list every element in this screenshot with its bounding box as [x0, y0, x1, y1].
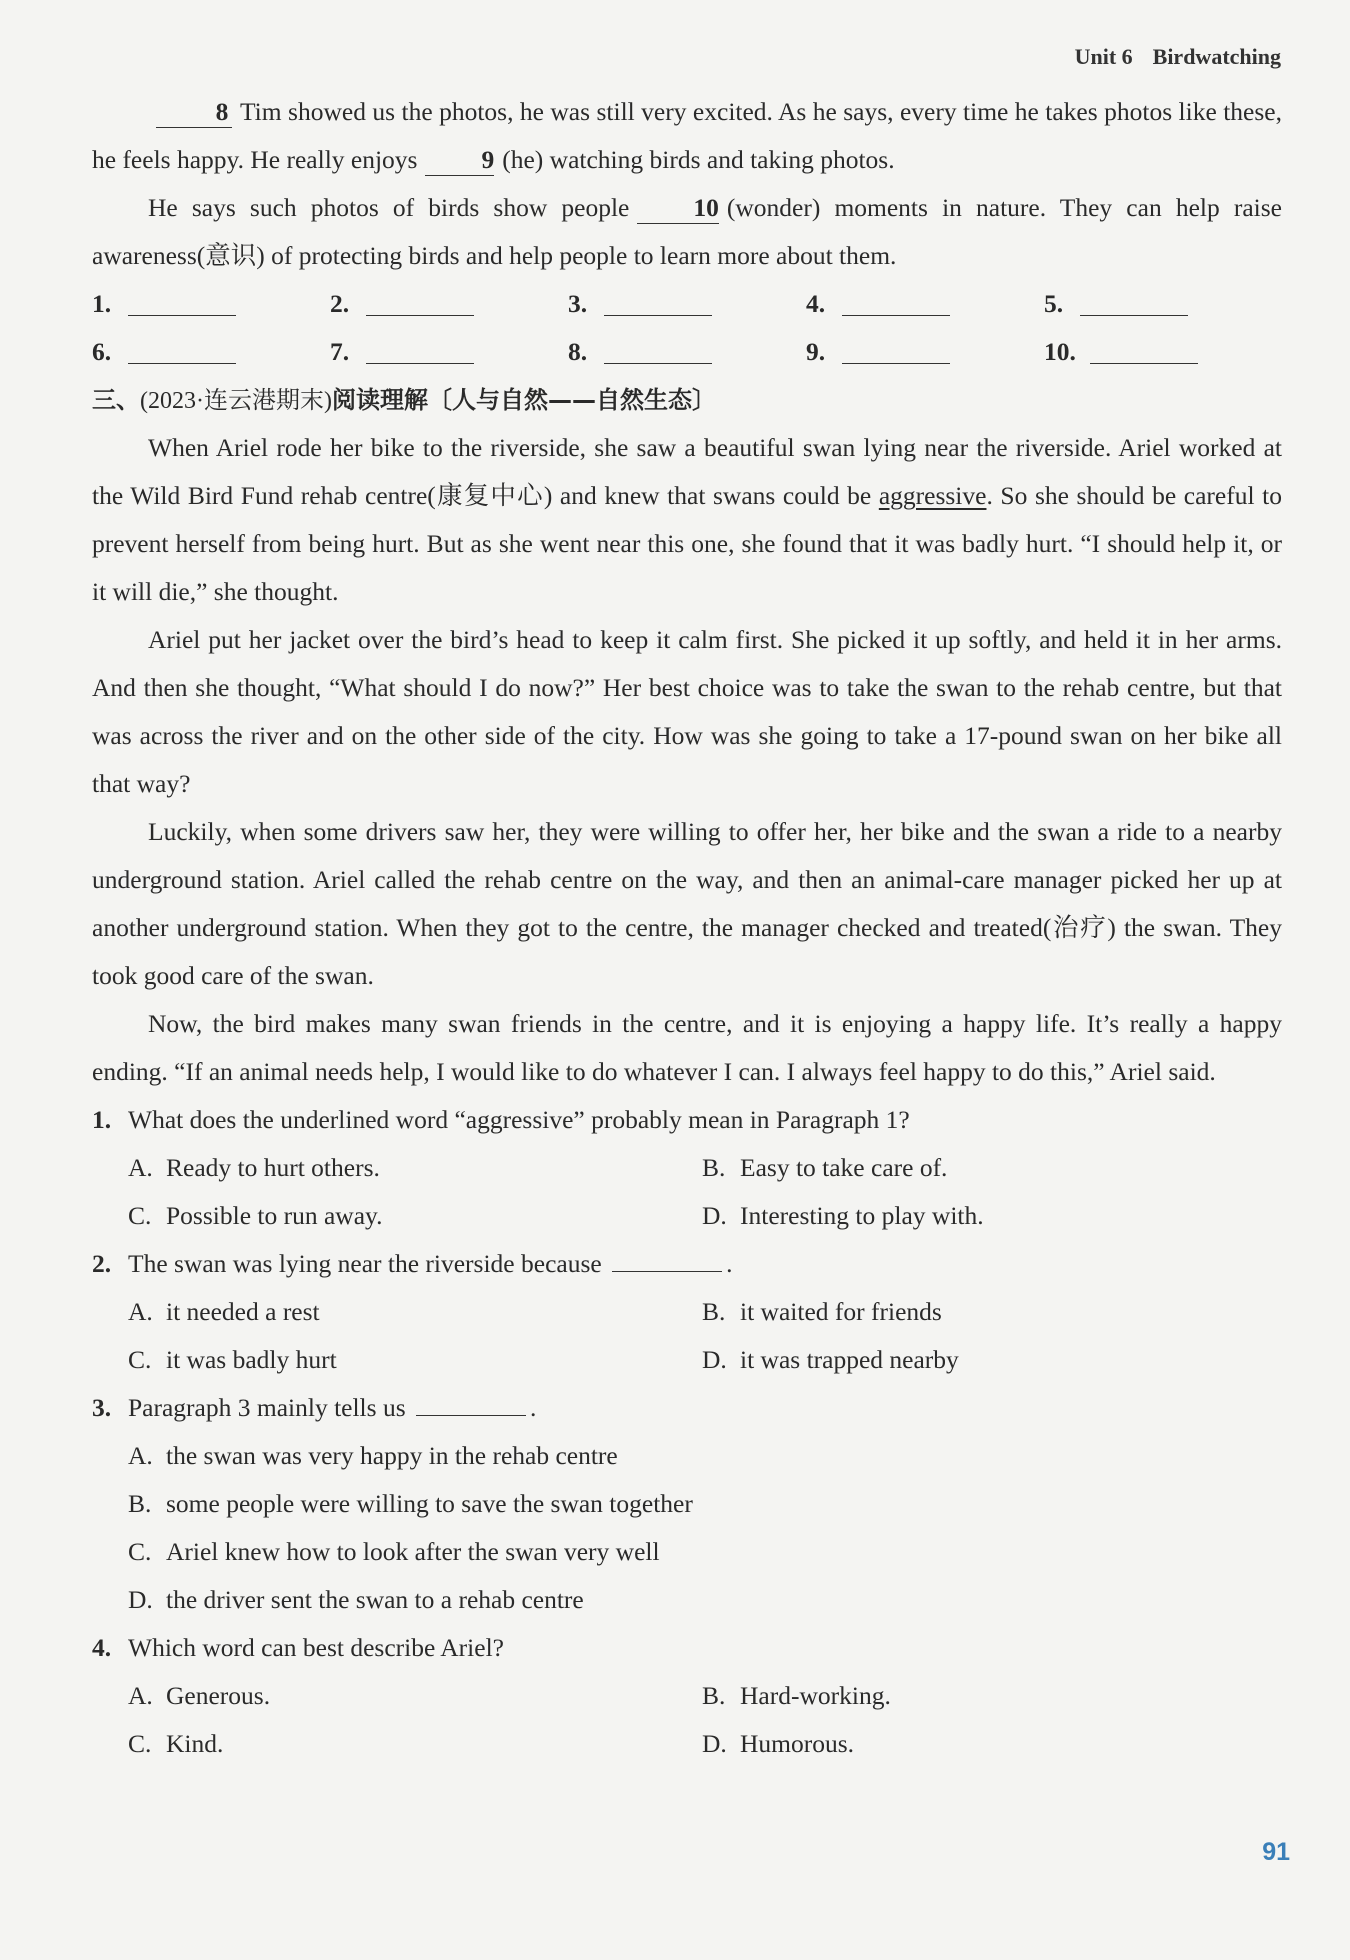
answer-cell [330, 328, 568, 376]
answer-cell [568, 280, 806, 328]
page-number: 91 [1262, 1838, 1290, 1866]
option-letter: A. [128, 1441, 153, 1470]
answer-line[interactable] [842, 341, 950, 364]
question-blank[interactable] [416, 1391, 526, 1416]
option-d[interactable] [702, 1336, 1276, 1384]
option-c[interactable] [128, 1528, 1278, 1576]
option-a[interactable] [128, 1144, 702, 1192]
option-letter: C. [128, 1729, 152, 1758]
passage-text: . So she should be careful to prevent herself from being hurt. But as she went near this one, she found that it was badly hurt. “I should help it, or it will die,” she thought. [92, 481, 1282, 606]
option-c[interactable] [128, 1336, 702, 1384]
answer-cell [1044, 280, 1282, 328]
answer-number: 2. [330, 289, 350, 318]
option-a[interactable] [128, 1288, 702, 1336]
option-text: Interesting to play with. [740, 1201, 984, 1230]
option-letter: B. [702, 1297, 726, 1326]
question-stem: The swan was lying near the riverside because [128, 1249, 602, 1278]
option-b[interactable] [702, 1672, 1276, 1720]
answer-cell [568, 328, 806, 376]
option-d[interactable] [702, 1720, 1276, 1768]
cloze-text: Tim showed us the photos, he was still very excited. As he says, every time he takes photos like these, he feels happy. He really enjoys [92, 97, 1282, 174]
passage-paragraph-3: Luckily, when some drivers saw her, they were willing to offer her, her bike and the swan a ride to a nearby underground station. Ariel called the rehab centre on the way, and then an animal-care manager picked her up at another underground station. When they got to the centre, the manager checked and treated(治疗) the swan. They took good care of the swan. [92, 817, 1282, 990]
answer-line[interactable] [366, 293, 474, 316]
answer-number: 8. [568, 337, 588, 366]
passage-text: When Ariel rode her bike to the riverside, she saw a beautiful swan lying near the riverside. Ariel worked at the Wild Bird Fund rehab centre(康复中心) and knew that swans could be [92, 433, 1282, 510]
question-number: 4. [92, 1633, 112, 1662]
option-text: the driver sent the swan to a rehab centre [166, 1585, 584, 1614]
answer-number: 7. [330, 337, 350, 366]
option-letter: B. [128, 1489, 152, 1518]
answer-line[interactable] [128, 341, 236, 364]
answer-number: 9. [806, 337, 826, 366]
page-content [92, 88, 1282, 1768]
cloze-paragraph-1 [92, 88, 1282, 184]
cloze-text: (wonder) moments in nature. They can help raise awareness(意识) of protecting birds and help people to learn more about them. [92, 193, 1282, 270]
option-text: Easy to take care of. [740, 1153, 948, 1182]
option-letter: D. [702, 1201, 727, 1230]
cloze-blank-9: 9 [425, 145, 494, 176]
option-a[interactable] [128, 1672, 702, 1720]
question-2: 2. The swan was lying near the riverside because . A. it needed a rest B. it waited for friends C. it was badly hurt D. it was trapped nearby [92, 1240, 1282, 1384]
cloze-blank-10: 10 [637, 193, 719, 224]
option-text: it was badly hurt [166, 1345, 337, 1374]
section-number: 三、 [92, 386, 140, 414]
option-letter: A. [128, 1681, 153, 1710]
underlined-word: aggressive [878, 481, 987, 510]
option-letter: B. [702, 1153, 726, 1182]
option-letter: A. [128, 1297, 153, 1326]
answer-row [92, 280, 1282, 328]
option-d[interactable] [702, 1192, 1276, 1240]
answer-number: 3. [568, 289, 588, 318]
cloze-text: (he) watching birds and taking photos. [502, 145, 895, 174]
answer-line[interactable] [604, 341, 712, 364]
running-header [1075, 44, 1281, 70]
question-number: 1. [92, 1105, 112, 1134]
option-text: Humorous. [740, 1729, 855, 1758]
option-letter: D. [128, 1585, 153, 1614]
question-4 [92, 1624, 1282, 1768]
answer-cell [92, 280, 330, 328]
header-unit: Unit 6 [1074, 44, 1133, 69]
option-text: Generous. [166, 1681, 271, 1710]
option-letter: D. [702, 1345, 727, 1374]
question-blank[interactable] [612, 1247, 722, 1272]
cloze-blank-8: 8 [156, 97, 232, 128]
answer-line[interactable] [128, 293, 236, 316]
answer-cell [330, 280, 568, 328]
question-number: 2. [92, 1249, 112, 1278]
passage-paragraph-4: Now, the bird makes many swan friends in the centre, and it is enjoying a happy life. It’s really a happy ending. “If an animal needs help, I would like to do whatever I can. I always feel happy to do this,” Ariel said. [92, 1009, 1282, 1086]
answer-cell [92, 328, 330, 376]
question-number: 3. [92, 1393, 112, 1422]
question-stem: Which word can best describe Ariel? [128, 1633, 504, 1662]
answer-number: 1. [92, 289, 112, 318]
option-letter: B. [702, 1681, 726, 1710]
cloze-paragraph-2 [92, 184, 1282, 280]
option-letter: D. [702, 1729, 727, 1758]
option-letter: C. [128, 1345, 152, 1374]
option-text: Possible to run away. [166, 1201, 383, 1230]
option-text: it needed a rest [166, 1297, 320, 1326]
answer-line[interactable] [1090, 341, 1198, 364]
answer-cell [1044, 328, 1282, 376]
answer-line[interactable] [604, 293, 712, 316]
answer-number: 6. [92, 337, 112, 366]
option-letter: C. [128, 1201, 152, 1230]
answer-number: 5. [1044, 289, 1064, 318]
answer-cell [806, 328, 1044, 376]
answer-grid [92, 280, 1282, 376]
option-c[interactable] [128, 1720, 702, 1768]
option-text: Ready to hurt others. [166, 1153, 380, 1182]
section-title [92, 376, 1282, 424]
section-source: (2023·连云港期末) [140, 388, 332, 414]
option-b[interactable] [128, 1480, 1278, 1528]
passage-paragraph-2: Ariel put her jacket over the bird’s head to keep it calm first. She picked it up softly, and held it in her arms. And then she thought, “What should I do now?” Her best choice was to take the swan to the rehab centre, but that was across the river and on the other side of the city. How was she going to take a 17-pound swan on her bike all that way? [92, 625, 1282, 798]
question-stem: Paragraph 3 mainly tells us [128, 1393, 406, 1422]
answer-row [92, 328, 1282, 376]
header-topic: Birdwatching [1152, 44, 1281, 69]
option-text: some people were willing to save the swan together [166, 1489, 693, 1518]
option-text: it was trapped nearby [740, 1345, 959, 1374]
option-d[interactable] [128, 1576, 1278, 1624]
option-text: Ariel knew how to look after the swan very well [166, 1537, 660, 1566]
answer-number: 10. [1044, 337, 1076, 366]
option-text: the swan was very happy in the rehab centre [166, 1441, 618, 1470]
option-a[interactable] [128, 1432, 1278, 1480]
option-b[interactable] [702, 1288, 1276, 1336]
question-1 [92, 1096, 1282, 1240]
option-text: it waited for friends [740, 1297, 942, 1326]
answer-line[interactable] [1080, 293, 1188, 316]
question-3: 3. Paragraph 3 mainly tells us . A. the swan was very happy in the rehab centre B. some people were willing to save the swan together C. Ariel knew how to look after the swan very well D. the driver sent the swan to a rehab centre [92, 1384, 1282, 1624]
cloze-text: He says such photos of birds show people [148, 193, 630, 222]
option-text: Kind. [166, 1729, 224, 1758]
question-stem: What does the underlined word “aggressive” probably mean in Paragraph 1? [128, 1105, 910, 1134]
answer-cell [806, 280, 1044, 328]
section-heading: 阅读理解〔人与自然——自然生态〕 [331, 386, 716, 414]
option-b[interactable] [702, 1144, 1276, 1192]
option-c[interactable] [128, 1192, 702, 1240]
option-letter: A. [128, 1153, 153, 1182]
option-letter: C. [128, 1537, 152, 1566]
passage-paragraph-1 [92, 424, 1282, 616]
answer-line[interactable] [366, 341, 474, 364]
answer-number: 4. [806, 289, 826, 318]
answer-line[interactable] [842, 293, 950, 316]
option-text: Hard-working. [740, 1681, 891, 1710]
